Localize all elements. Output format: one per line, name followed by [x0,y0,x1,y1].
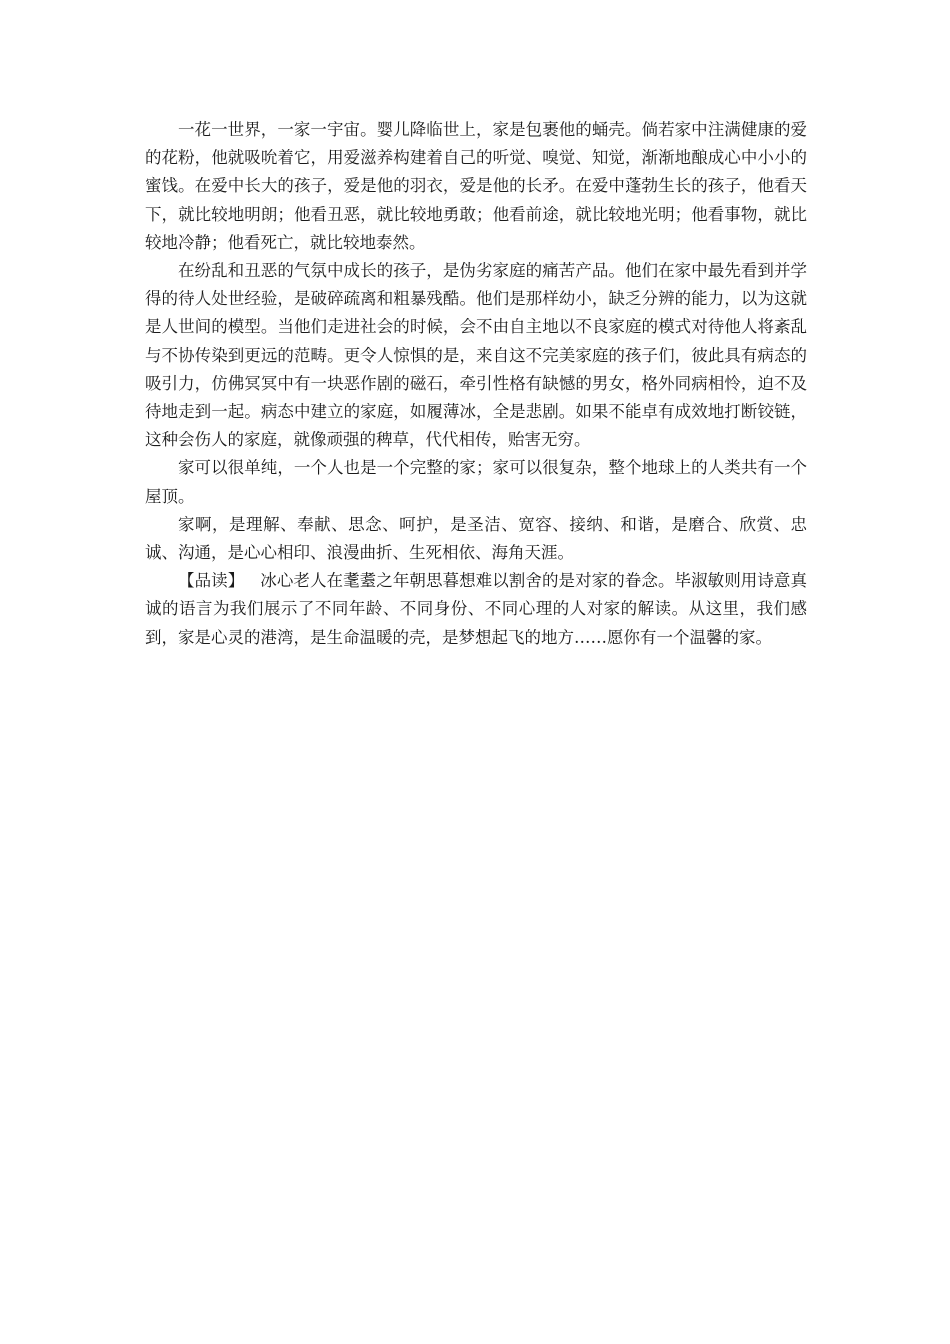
article-body [145,116,807,652]
paragraph-2: 在纷乱和丑恶的气氛中成长的孩子，是伪劣家庭的痛苦产品。他们在家中最先看到并学得的待人处世经验，是破碎疏离和粗暴残酷。他们是那样幼小，缺乏分辨的能力，以为这就是人世间的模型。当他们走进社会的时候，会不由自主地以不良家庭的模式对待他人将紊乱与不协传染到更远的范畴。更令人惊惧的是，来自这不完美家庭的孩子们，彼此具有病态的吸引力，仿佛冥冥中有一块恶作剧的磁石，牵引性格有缺憾的男女，格外同病相怜，迫不及待地走到一起。病态中建立的家庭，如履薄冰，全是悲剧。如果不能卓有成效地打断铰链，这种会伤人的家庭，就像顽强的稗草，代代相传，贻害无穷。 [145,261,807,450]
paragraph-3: 家可以很单纯，一个人也是一个完整的家；家可以很复杂，整个地球上的人类共有一个屋顶。 [145,458,807,506]
paragraph-1: 一花一世界，一家一宇宙。婴儿降临世上，家是包裹他的蛹壳。倘若家中注满健康的爱的花粉，他就吸吮着它，用爱滋养构建着自己的听觉、嗅觉、知觉，渐渐地酿成心中小小的蜜饯。在爱中长大的孩子，爱是他的羽衣，爱是他的长矛。在爱中蓬勃生长的孩子，他看天下，就比较地明朗；他看丑恶，就比较地勇敢；他看前途，就比较地光明；他看事物，就比较地冷静；他看死亡，就比较地泰然。 [145,120,807,252]
commentary-tag: 【品读】 [178,571,245,591]
commentary-paragraph [145,567,807,652]
paragraph-4: 家啊，是理解、奉献、思念、呵护，是圣洁、宽容、接纳、和谐，是磨合、欣赏、忠诚、沟通，是心心相印、浪漫曲折、生死相依、海角天涯。 [145,514,807,563]
commentary-text: 冰心老人在耄耋之年朝思暮想难以割舍的是对家的眷念。毕淑敏则用诗意真诚的语言为我们展示了不同年龄、不同身份、不同心理的人对家的解读。从这里，我们感到，家是心灵的港湾，是生命温暖的壳，是梦想起飞的地方……愿你有一个温馨的家。 [145,571,808,647]
